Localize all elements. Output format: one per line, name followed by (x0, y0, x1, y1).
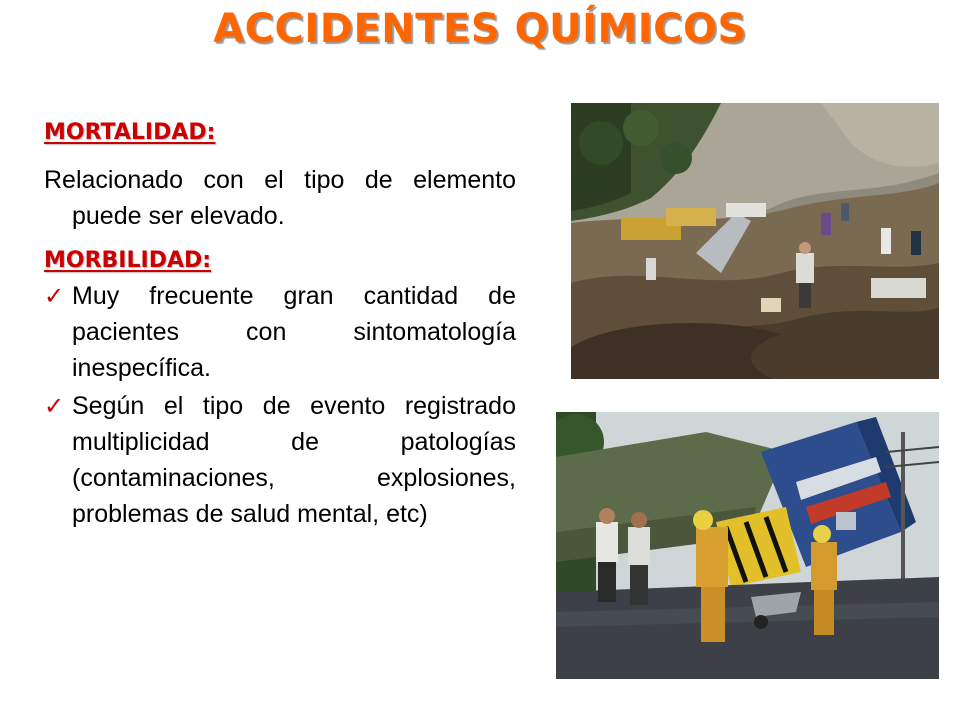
check-icon: ✓ (44, 392, 65, 420)
slide-title: ACCIDENTES QUÍMICOS (213, 6, 747, 52)
text-column (44, 118, 516, 534)
bullet-text: Según el tipo de evento registrado multiplicidad de patologías (contaminaciones, explosiones, problemas de salud mental, etc) (72, 392, 516, 528)
check-icon: ✓ (44, 282, 65, 310)
train-accident-image (556, 412, 939, 679)
list-item (44, 388, 516, 532)
morbilidad-heading: MORBILIDAD: (44, 248, 212, 273)
mortalidad-text: Relacionado con el tipo de elemento puede ser elevado. (44, 166, 516, 230)
mortalidad-heading: MORTALIDAD: (44, 120, 216, 145)
landslide-image (571, 103, 939, 379)
list-item (44, 278, 516, 386)
morbilidad-list (44, 278, 516, 532)
train-accident-photo (556, 412, 939, 679)
bullet-text: Muy frecuente gran cantidad de pacientes con sintomatología inespecífica. (72, 282, 516, 382)
landslide-photo (571, 103, 939, 379)
